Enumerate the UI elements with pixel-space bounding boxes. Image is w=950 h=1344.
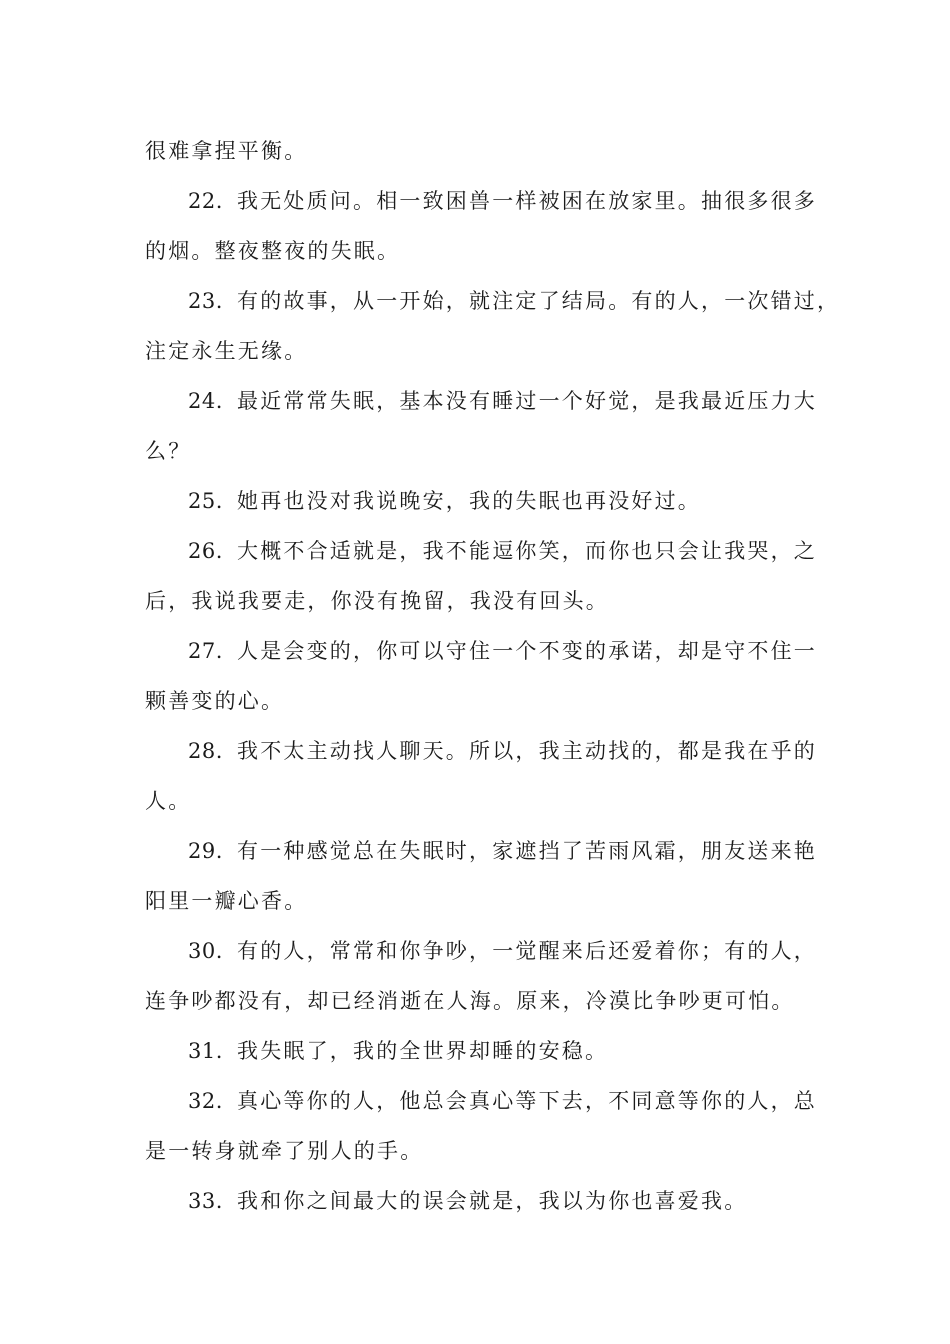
text-line: 人。	[145, 789, 192, 813]
text-line: 颗善变的心。	[145, 689, 285, 713]
list-item-25	[188, 486, 701, 516]
item-number: 26.	[188, 539, 223, 563]
text-line: 我失眠了，我的全世界却睡的安稳。	[237, 1039, 609, 1063]
text-line: 连争吵都没有，却已经消逝在人海。原来，冷漠比争吵更可怕。	[145, 989, 795, 1013]
text-line: 有的人，常常和你争吵，一觉醒来后还爱着你；有的人，	[237, 939, 817, 963]
item-number: 27.	[188, 639, 223, 663]
list-item-28	[188, 736, 817, 766]
text-line: 真心等你的人，他总会真心等下去，不同意等你的人，总	[237, 1089, 817, 1113]
item-number: 23.	[188, 289, 223, 313]
item-number: 28.	[188, 739, 223, 763]
list-item-29	[188, 836, 817, 866]
text-line: 么？	[145, 439, 192, 463]
list-item-30	[188, 936, 817, 966]
item-number: 33.	[188, 1189, 223, 1213]
text-line: 大概不合适就是，我不能逗你笑，而你也只会让我哭，之	[237, 539, 817, 563]
list-item-31	[188, 1036, 608, 1066]
text-line: 我无处质问。相一致困兽一样被困在放家里。抽很多很多	[237, 189, 817, 213]
text-line: 有的故事，从一开始，就注定了结局。有的人，一次错过，	[237, 289, 841, 313]
text-line: 的烟。整夜整夜的失眠。	[145, 239, 401, 263]
text-line: 最近常常失眠，基本没有睡过一个好觉，是我最近压力大	[237, 389, 817, 413]
item-number: 30.	[188, 939, 223, 963]
list-item-27	[188, 636, 817, 666]
list-item-22	[188, 186, 817, 216]
item-number: 32.	[188, 1089, 223, 1113]
item-number: 29.	[188, 839, 223, 863]
item-number: 25.	[188, 489, 223, 513]
text-line: 注定永生无缘。	[145, 339, 308, 363]
list-item-23	[188, 286, 840, 316]
item-number: 22.	[188, 189, 223, 213]
text-line: 我不太主动找人聊天。所以，我主动找的，都是我在乎的	[237, 739, 817, 763]
text-line: 是一转身就牵了别人的手。	[145, 1139, 424, 1163]
text-line: 她再也没对我说晚安，我的失眠也再没好过。	[237, 489, 701, 513]
list-item-32	[188, 1086, 817, 1116]
item-number: 24.	[188, 389, 223, 413]
text-line: 很难拿捏平衡。	[145, 139, 308, 163]
item-number: 31.	[188, 1039, 223, 1063]
text-line: 人是会变的，你可以守住一个不变的承诺，却是守不住一	[237, 639, 817, 663]
text-line: 阳里一瓣心香。	[145, 889, 308, 913]
text-line: 有一种感觉总在失眠时，家遮挡了苦雨风霜，朋友送来艳	[237, 839, 817, 863]
text-line: 后，我说我要走，你没有挽留，我没有回头。	[145, 589, 609, 613]
list-item-33	[188, 1186, 747, 1216]
list-item-24	[188, 386, 817, 416]
text-line: 我和你之间最大的误会就是，我以为你也喜爱我。	[237, 1189, 748, 1213]
list-item-26	[188, 536, 817, 566]
